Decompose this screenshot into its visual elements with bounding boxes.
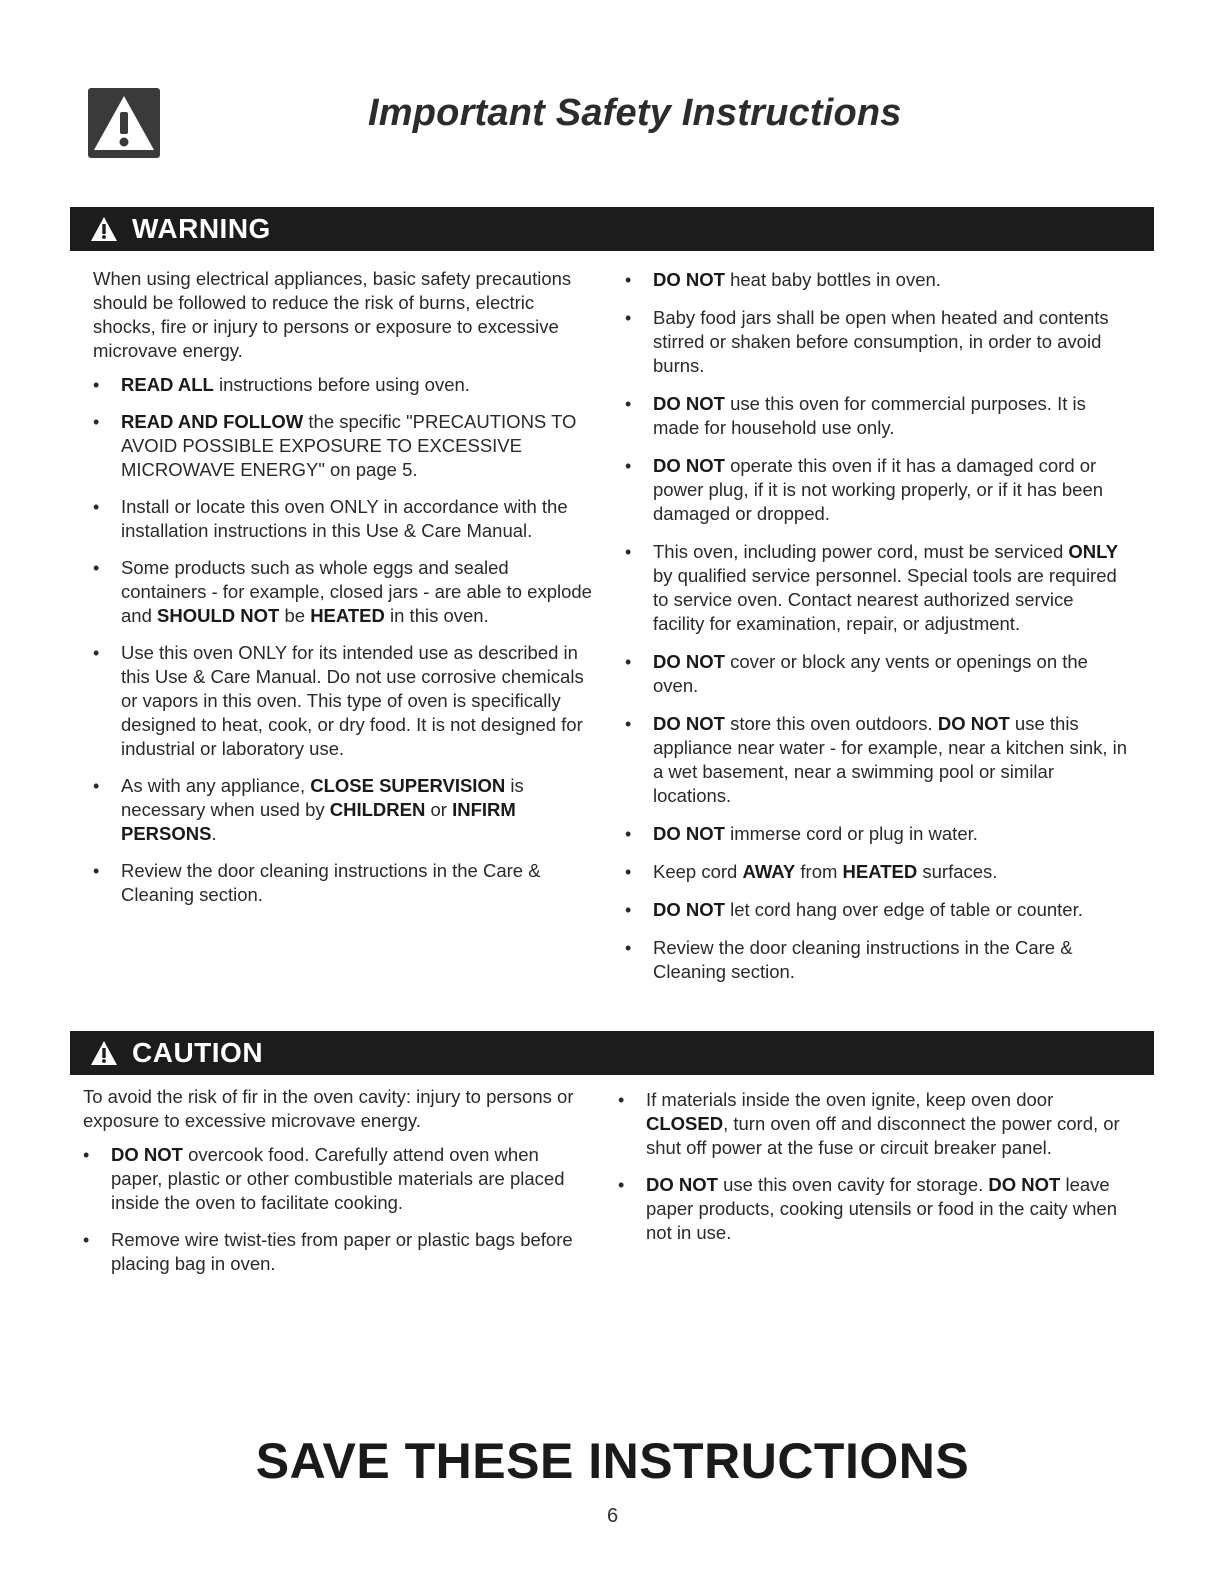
warning-banner	[70, 207, 1154, 251]
bullet-item: • If materials inside the oven ignite, keep oven door CLOSED, turn oven off and disconnect the power cord, or shut off power at the fuse or circuit breaker panel.	[618, 1088, 1138, 1160]
caution-left-list	[83, 1143, 583, 1276]
emphasis-text: CHILDREN	[329, 799, 426, 820]
emphasis-text: DO NOT	[653, 899, 725, 920]
warning-left-list	[93, 373, 593, 907]
bullet-item: • This oven, including power cord, must be serviced ONLY by qualified service personnel. Special tools are required to service oven. Contact nearest authorized service facility for examination, repair, or adjustment.	[625, 540, 1130, 636]
page-number: 6	[606, 1505, 619, 1527]
bullet-item: • As with any appliance, CLOSE SUPERVISION is necessary when used by CHILDREN or INFIRM PERSONS.	[93, 774, 593, 846]
bullet-item: • READ ALL instructions before using oven.	[93, 373, 593, 397]
bullet-item: • Some products such as whole eggs and sealed containers - for example, closed jars - are able to explode and SHOULD NOT be HEATED in this oven.	[93, 556, 593, 628]
emphasis-text: DO NOT	[653, 455, 725, 476]
emphasis-text: READ AND FOLLOW	[121, 411, 304, 432]
caution-left-column	[83, 1085, 583, 1289]
bullet-item: • Baby food jars shall be open when heated and contents stirred or shaken before consumption, in order to avoid burns.	[625, 306, 1130, 378]
warning-right-list	[625, 268, 1130, 984]
bullet-item: • DO NOT use this oven cavity for storage. DO NOT leave paper products, cooking utensils or food in the caity when not in use.	[618, 1173, 1138, 1245]
emphasis-text: DO NOT	[937, 713, 1010, 734]
bullet-item: • Review the door cleaning instructions in the Care & Cleaning section.	[625, 936, 1130, 984]
bullet-item: • DO NOT store this oven outdoors. DO NOT use this appliance near water - for example, near a kitchen sink, in a wet basement, near a swimming pool or similar locations.	[625, 712, 1130, 808]
emphasis-text: DO NOT	[646, 1174, 718, 1195]
caution-banner	[70, 1031, 1154, 1075]
emphasis-text: DO NOT	[653, 651, 725, 672]
save-instructions-heading: SAVE THESE INSTRUCTIONS	[255, 1433, 970, 1489]
bullet-item: • DO NOT overcook food. Carefully attend oven when paper, plastic or other combustible materials are placed inside the oven to facilitate cooking.	[83, 1143, 583, 1215]
emphasis-text: DO NOT	[653, 393, 725, 414]
emphasis-text: DO NOT	[653, 269, 725, 290]
emphasis-text: ONLY	[1068, 541, 1119, 562]
caution-right-column	[618, 1088, 1138, 1258]
bullet-item: • Remove wire twist-ties from paper or plastic bags before placing bag in oven.	[83, 1228, 583, 1276]
emphasis-text: HEATED	[842, 861, 918, 882]
emphasis-text: HEATED	[310, 605, 385, 626]
bullet-item: • DO NOT immerse cord or plug in water.	[625, 822, 1130, 846]
emphasis-text: AWAY	[742, 861, 796, 882]
emphasis-text: DO NOT	[653, 713, 725, 734]
bullet-item: • Keep cord AWAY from HEATED surfaces.	[625, 860, 1130, 884]
bullet-item: • Use this oven ONLY for its intended use as described in this Use & Care Manual. Do not use corrosive chemicals or vapors in this oven. This type of oven is specifically designed to heat, cook, or dry food. It is not designed for industrial or laboratory use.	[93, 641, 593, 761]
emphasis-text: CLOSED	[646, 1113, 724, 1134]
warning-left-column	[93, 267, 593, 920]
page-title: Important Safety Instructions	[368, 92, 902, 134]
emphasis-text: INFIRM PERSONS	[121, 799, 516, 844]
warning-triangle-icon	[90, 216, 118, 242]
warning-exclamation-icon	[88, 88, 160, 158]
caution-intro: To avoid the risk of fir in the oven cavity: injury to persons or exposure to excessive microvave energy.	[83, 1086, 574, 1131]
caution-triangle-icon	[90, 1040, 118, 1066]
emphasis-text: SHOULD NOT	[157, 605, 280, 626]
bullet-item: • Review the door cleaning instructions in the Care & Cleaning section.	[93, 859, 593, 907]
bullet-item: • DO NOT cover or block any vents or openings on the oven.	[625, 650, 1130, 698]
warning-right-column	[625, 268, 1130, 998]
bullet-item: • DO NOT use this oven for commercial purposes. It is made for household use only.	[625, 392, 1130, 440]
bullet-item: • READ AND FOLLOW the specific "PRECAUTIONS TO AVOID POSSIBLE EXPOSURE TO EXCESSIVE MICROWAVE ENERGY" on page 5.	[93, 410, 593, 482]
bullet-item: • DO NOT heat baby bottles in oven.	[625, 268, 1130, 292]
emphasis-text: READ ALL	[121, 374, 214, 395]
warning-intro: When using electrical appliances, basic safety precautions should be followed to reduce the risk of burns, electric shocks, fire or injury to persons or exposure to excessive microvave energy.	[93, 268, 572, 361]
emphasis-text: DO NOT	[988, 1174, 1061, 1195]
warning-label: WARNING	[132, 213, 271, 244]
bullet-item: • DO NOT let cord hang over edge of table or counter.	[625, 898, 1130, 922]
caution-label: CAUTION	[132, 1037, 264, 1068]
emphasis-text: DO NOT	[653, 823, 725, 844]
emphasis-text: DO NOT	[111, 1144, 183, 1165]
bullet-item: • DO NOT operate this oven if it has a damaged cord or power plug, if it is not working properly, or if it has been damaged or dropped.	[625, 454, 1130, 526]
caution-right-list	[618, 1088, 1138, 1245]
bullet-item: • Install or locate this oven ONLY in accordance with the installation instructions in this Use & Care Manual.	[93, 495, 593, 543]
emphasis-text: CLOSE SUPERVISION	[310, 775, 506, 796]
